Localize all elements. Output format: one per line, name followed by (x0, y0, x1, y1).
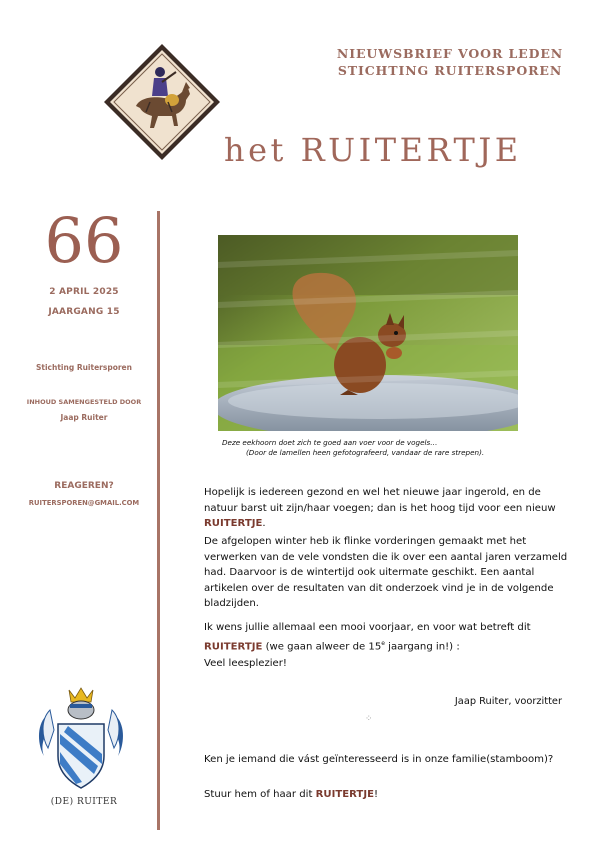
newsletter-subtitle (300, 45, 600, 79)
react-heading: REAGEREN? (54, 481, 114, 491)
enjoy-reading-line: Veel leesplezier! (204, 658, 287, 669)
coat-of-arms-caption: (DE) RUITER (50, 797, 118, 807)
subtitle-line-2: STICHTING RUITERSPOREN (337, 63, 563, 78)
intro-text: Hopelijk is iedereen gezond en wel het nieuwe jaar ingerold, en de natuur barst uit zijn/haar voegen; dan is het hoog tijd voor een nieuw (204, 487, 556, 514)
intro-paragraph (204, 485, 568, 532)
wishes-paragraph (204, 620, 568, 654)
winter-paragraph: De afgelopen winter heb ik flinke vorderingen gemaakt met het verwerken van de vele vondsten die ik over een aantal jaren verzameld had. Daarvoor is de wintertijd ook uitermate geschikt. Een aantal artikelen over de resultaten van dit onderzoek vind je in de volgende bladzijden. (204, 536, 568, 609)
newsletter-name-highlight: RUITERTJE (204, 518, 263, 529)
ordinal-superscript: e (381, 639, 385, 647)
ornament-icon: ⁘ (365, 714, 373, 724)
photo-caption-line-1: Deze eekhoorn doet zich te goed aan voer voor de vogels… (222, 438, 438, 447)
issue-date: 2 APRIL 2025 (49, 287, 119, 297)
compiled-by-label: INHOUD SAMENGESTELD DOOR (26, 398, 142, 406)
question-paragraph: Ken je iemand die vást geïnteresseerd is in onze familie(stamboom)? (204, 754, 554, 765)
masthead-title: het RUITERTJE (224, 131, 522, 169)
photo-caption (222, 438, 562, 458)
wishes-text: Ik wens jullie allemaal een mooi voorjaar, en voor wat betreft dit (204, 622, 531, 633)
issue-number: 66 (44, 204, 124, 277)
coat-of-arms-icon (36, 686, 126, 792)
rider-logo-icon (102, 42, 222, 162)
issue-volume: JAARGANG 15 (48, 307, 120, 317)
newsletter-name-highlight: RUITERTJE (204, 640, 263, 652)
compiler-name: Jaap Ruiter (60, 413, 108, 422)
contact-email-link[interactable]: RUITERSPOREN@GMAIL.COM (28, 499, 140, 507)
signature: Jaap Ruiter, voorzitter (454, 696, 562, 707)
share-text: Stuur hem of haar dit (204, 789, 316, 800)
photo-caption-line-2: (Door de lamellen heen gefotografeerd, vandaar de rare strepen). (246, 448, 485, 457)
intro-end: . (262, 518, 266, 529)
subtitle-line-1: NIEUWSBRIEF VOOR LEDEN (336, 46, 564, 61)
sidebar-divider (157, 211, 160, 830)
organization-name: Stichting Ruitersporen (36, 363, 132, 372)
wishes-end: jaargang in!) : (384, 640, 460, 652)
share-end: ! (373, 789, 379, 800)
share-paragraph (204, 787, 568, 803)
wishes-mid: (we gaan alweer de 15 (262, 640, 382, 652)
newsletter-name-highlight: RUITERTJE (315, 789, 374, 800)
squirrel-photo (218, 235, 518, 431)
